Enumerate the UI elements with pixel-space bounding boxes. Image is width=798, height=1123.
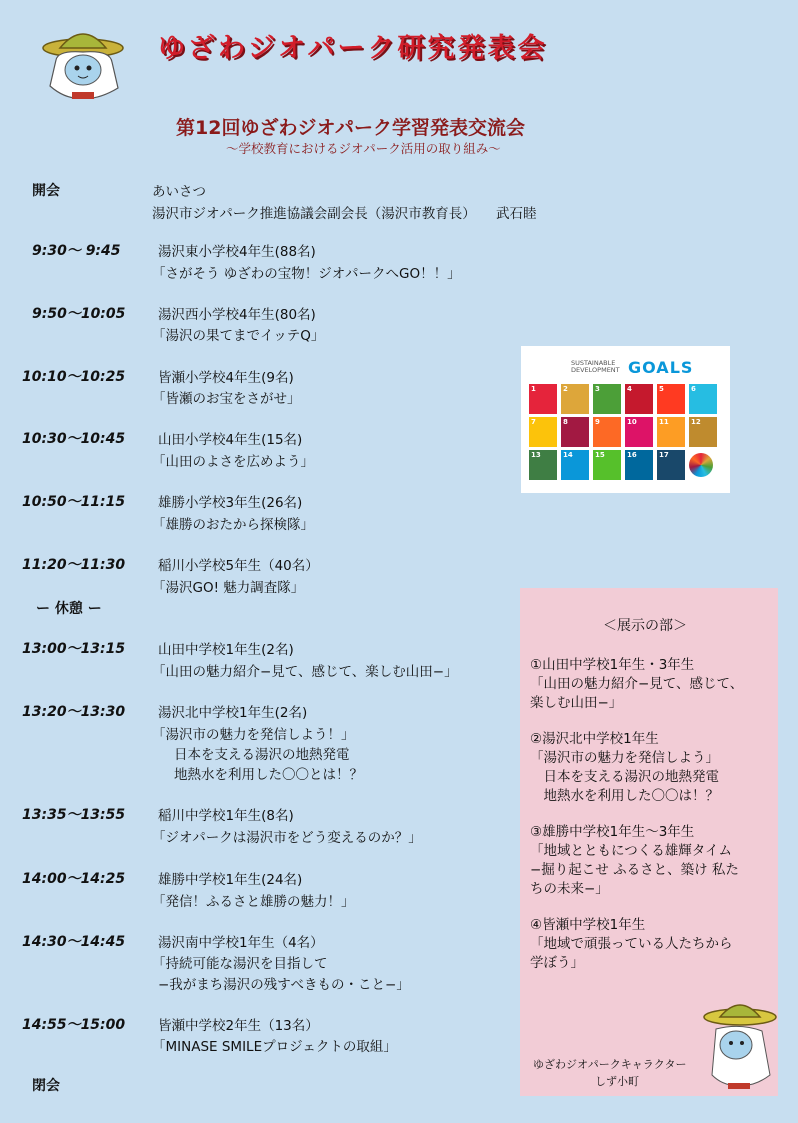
sdg-goal-number: 7 <box>531 418 536 426</box>
mascot-logo <box>38 20 128 108</box>
schedule-school: 山田中学校1年生(2名) <box>158 642 294 658</box>
sdg-goal-tile <box>689 417 717 447</box>
sdg-goal-number: 5 <box>659 385 664 393</box>
sdg-goal-number: 6 <box>691 385 696 393</box>
schedule-subtitle: 日本を支える湯沢の地熱発電 <box>174 747 350 763</box>
sdg-goal-tile <box>529 384 557 414</box>
schedule-time: 13:00～13:15 <box>22 641 126 657</box>
schedule-school: 湯沢北中学校1年生(2名) <box>158 705 308 721</box>
schedule-subtitle: 地熱水を利用した〇〇とは！？ <box>174 767 363 783</box>
schedule-title: 「山田の魅力紹介−見て、感じて、楽しむ山田−」 <box>152 664 458 680</box>
sdg-goal-number: 16 <box>627 451 637 459</box>
schedule-time: 14:55～15:00 <box>22 1017 126 1033</box>
schedule-school: 雄勝中学校1年生(24名) <box>158 872 303 888</box>
sdg-goal-tile <box>657 450 685 480</box>
exhibit-line: 学ぼう」 <box>530 955 584 971</box>
schedule-subtitle: −我がまち湯沢の残すべきもの・こと−」 <box>158 977 410 993</box>
exhibit-line: ③雄勝中学校1年生～3年生 <box>530 824 695 840</box>
schedule-title: 「山田のよさを広めよう」 <box>152 454 314 470</box>
schedule-title: 「MINASE SMILEプロジェクトの取組」 <box>152 1039 397 1055</box>
exhibit-line: ちの未来−」 <box>530 881 609 897</box>
opening-greeting: あいさつ <box>152 184 206 200</box>
sdg-goal-tile <box>657 384 685 414</box>
sdg-goal-number: 17 <box>659 451 669 459</box>
exhibit-line: 地熱水を利用した〇〇は！？ <box>530 788 719 804</box>
sdgs-logo <box>521 346 730 493</box>
exhibit-line: ①山田中学校1年生・3年生 <box>530 657 695 673</box>
schedule-time: 10:50～11:15 <box>22 494 126 510</box>
sdgs-bottom-line: DEVELOPMENT <box>571 366 620 374</box>
sdg-goal-number: 8 <box>563 418 568 426</box>
sdg-goal-number: 3 <box>595 385 600 393</box>
sdg-goal-number: 1 <box>531 385 536 393</box>
schedule-time: 14:00～14:25 <box>22 871 126 887</box>
sdg-goal-tile <box>593 384 621 414</box>
sdgs-top-line: SUSTAINABLE <box>571 359 616 367</box>
sdgs-goals-word: GOALS <box>628 358 694 377</box>
exhibit-line: −掘り起こせ ふるさと、築け 私た <box>530 862 739 878</box>
sdg-goal-tile <box>625 417 653 447</box>
schedule-school: 雄勝小学校3年生(26名) <box>158 495 303 511</box>
schedule-time: 13:35～13:55 <box>22 807 126 823</box>
exhibit-line: 「地域で頑張っている人たちから <box>530 936 733 952</box>
schedule-school: 山田小学校4年生(15名) <box>158 432 303 448</box>
schedule-time: 13:20～13:30 <box>22 704 126 720</box>
sdg-goal-tile <box>625 450 653 480</box>
sdg-goal-number: 14 <box>563 451 573 459</box>
sdg-goal-number: 13 <box>531 451 541 459</box>
sdg-goal-tile <box>561 384 589 414</box>
schedule-school: 湯沢東小学校4年生(88名) <box>158 244 316 260</box>
schedule-school: 湯沢西小学校4年生(80名) <box>158 307 316 323</box>
sdg-goal-tile <box>561 450 589 480</box>
schedule-title: 「湯沢GO! 魅力調査隊」 <box>152 580 305 596</box>
sdg-goal-number: 4 <box>627 385 632 393</box>
schedule-time: 11:20～11:30 <box>22 557 126 573</box>
schedule-title: 「雄勝のおたから探検隊」 <box>152 517 314 533</box>
mascot-name: しず小町 <box>595 1075 639 1088</box>
event-subtitle: ～学校教育におけるジオパーク活用の取り組み～ <box>226 141 501 156</box>
sdg-goal-tile <box>529 417 557 447</box>
closing-label: 閉会 <box>32 1078 60 1094</box>
exhibit-line: 楽しむ山田−」 <box>530 695 623 711</box>
exhibit-heading: ＜展示の部＞ <box>603 618 687 634</box>
exhibit-line: 「地域とともにつくる雄輝タイム <box>530 843 732 859</box>
schedule-title: 「発信！ふるさと雄勝の魅力！」 <box>152 894 355 910</box>
schedule-time: 10:30～10:45 <box>22 431 126 447</box>
schedule-school: 皆瀬中学校2年生（13名） <box>158 1018 319 1034</box>
schedule-time: 9:50～10:05 <box>32 306 126 322</box>
sdg-wheel-icon <box>689 453 713 477</box>
opening-speaker: 湯沢市ジオパーク推進協議会副会長（湯沢市教育長） 武石睦 <box>152 206 537 222</box>
event-title: 第12回ゆざわジオパーク学習発表交流会 <box>176 117 526 139</box>
sdg-goal-tile <box>625 384 653 414</box>
schedule-title: 「湯沢の果てまでイッテQ」 <box>152 328 325 344</box>
exhibit-line: 「湯沢市の魅力を発信しよう」 <box>530 750 719 766</box>
schedule-title: 「持続可能な湯沢を目指して <box>152 956 328 972</box>
sdg-goal-tile <box>529 450 557 480</box>
exhibit-line: 「山田の魅力紹介−見て、感じて、 <box>530 676 744 692</box>
sdg-goal-number: 9 <box>595 418 600 426</box>
break-label: ー 休憩 ー <box>36 601 102 617</box>
schedule-title: 「湯沢市の魅力を発信しよう！」 <box>152 727 355 743</box>
sdg-goal-tile <box>657 417 685 447</box>
sdg-goal-number: 12 <box>691 418 701 426</box>
schedule-time: 14:30～14:45 <box>22 934 126 950</box>
page-title: ゆざわジオパーク研究発表会 <box>158 33 548 64</box>
sdg-goal-number: 11 <box>659 418 669 426</box>
sdg-goal-number: 10 <box>627 418 637 426</box>
schedule-school: 稲川中学校1年生(8名) <box>158 808 294 824</box>
sdg-goal-tile <box>561 417 589 447</box>
schedule-time: 10:10～10:25 <box>22 369 126 385</box>
sdg-goal-tile <box>593 417 621 447</box>
exhibit-line: ④皆瀬中学校1年生 <box>530 917 646 933</box>
schedule-school: 皆瀬小学校4年生(9名) <box>158 370 294 386</box>
schedule-title: 「さがそう ゆざわの宝物！ジオパークへGO！！」 <box>152 266 461 282</box>
schedule-school: 湯沢南中学校1年生（4名） <box>158 935 324 951</box>
sdg-goal-tile <box>593 450 621 480</box>
opening-label: 開会 <box>32 183 60 199</box>
mascot-illustration <box>700 995 778 1095</box>
exhibit-line: 日本を支える湯沢の地熱発電 <box>530 769 719 785</box>
schedule-title: 「ジオパークは湯沢市をどう変えるのか？」 <box>152 830 422 846</box>
exhibit-line: ②湯沢北中学校1年生 <box>530 731 659 747</box>
schedule-school: 稲川小学校5年生（40名） <box>158 558 319 574</box>
sdg-goal-number: 15 <box>595 451 605 459</box>
schedule-time: 9:30～ 9:45 <box>32 243 121 259</box>
sdgs-grid <box>529 384 725 480</box>
mascot-caption: ゆざわジオパークキャラクター <box>533 1058 687 1071</box>
sdg-goal-number: 2 <box>563 385 568 393</box>
sdg-goal-tile <box>689 384 717 414</box>
schedule-title: 「皆瀬のお宝をさがせ」 <box>152 391 301 407</box>
